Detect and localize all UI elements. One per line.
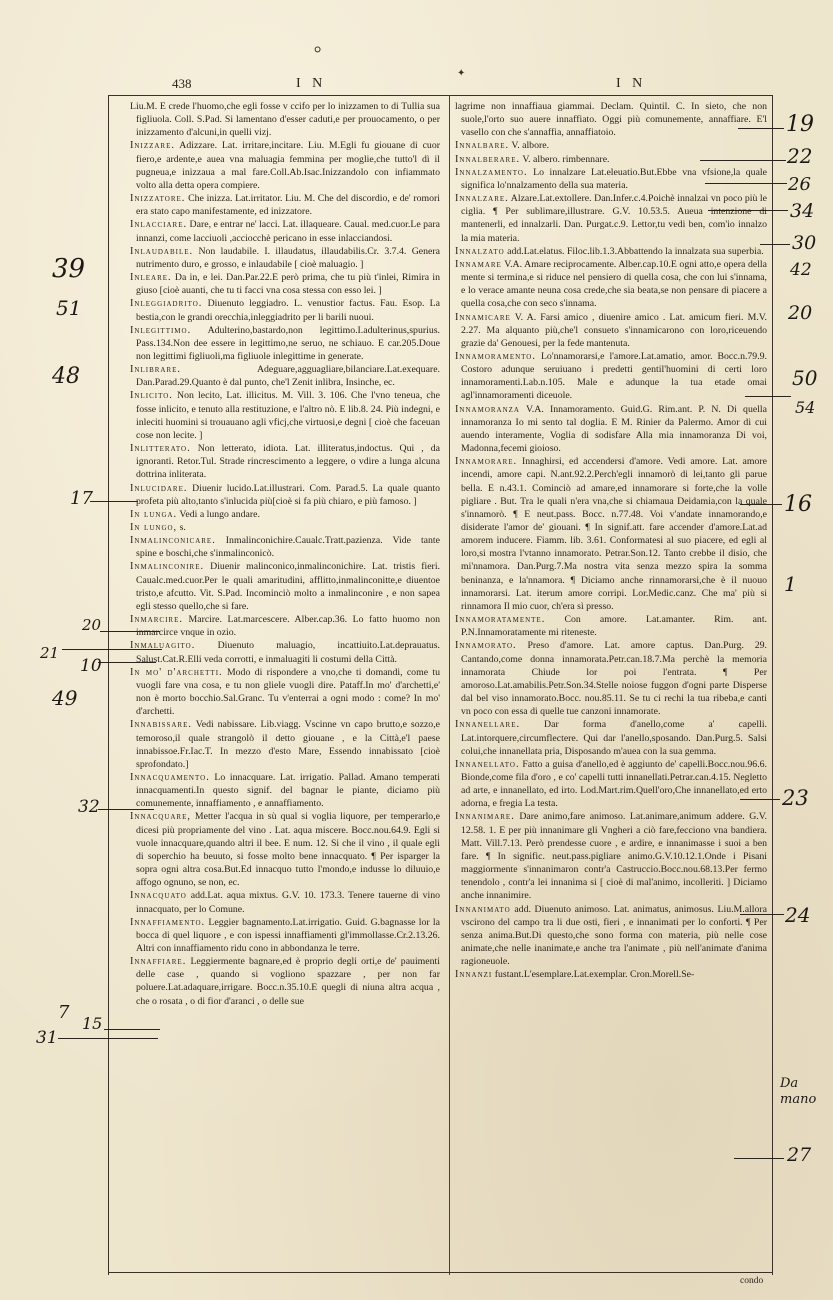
- dictionary-entry: [130, 916, 440, 955]
- entry-headword: Innacquamento.: [130, 771, 210, 783]
- dictionary-entry: [455, 100, 767, 139]
- entry-text: Marcire. Lat.marcescere. Alber.cap.36. Lo fatto huomo non inmarcirce vnque in ozio.: [136, 614, 440, 639]
- margin-note-right: 34: [790, 200, 815, 222]
- entry-headword: Inlucidare.: [130, 482, 188, 494]
- entry-text: Modo di rispondere a vno,che ti domandi, come tu vuogli fare vna cosa, e tu non gliele vuogli dire. Pataff.In mo' d'archetti,e' non è morto bocchio.Sal.Granc. Tu v'enterrai a ogni modo : come? In mo' d'archetti.: [136, 666, 440, 718]
- page-number: 438: [172, 76, 192, 91]
- entry-headword: Innaffiamento.: [130, 916, 206, 928]
- dictionary-entry: [130, 271, 440, 297]
- margin-note-left: 17: [70, 488, 93, 509]
- margin-pointer-line: [745, 396, 791, 397]
- entry-headword: Inmarcire.: [130, 614, 183, 626]
- entry-text: add.Lat. aqua mixtus. G.V. 10. 173.3. Tenere tauerne di vino innacquato, per lo Comune.: [136, 890, 440, 915]
- dictionary-entry: [130, 324, 440, 363]
- entry-text: Inmalinconichire.Caualc.Tratt.pazienza. Vide tante spine e boschi,che s'inmalinconicò.: [136, 535, 440, 560]
- entry-headword: Innalzato: [455, 245, 505, 257]
- margin-pointer-line: [740, 799, 780, 800]
- entry-headword: Innacquato: [130, 890, 187, 902]
- entry-headword: Innamicare: [455, 311, 511, 323]
- entry-text: add.Lat.elatus. Filoc.lib.1.3.Abbattendo la innalzata sua superbia.: [507, 245, 764, 257]
- entry-text: Diuenuto maluagio, incattiuito.Lat.deprauatus. Salust.Cat.R.Elli veda corrotti, e inmaluagiti li costumi della Città.: [136, 640, 440, 665]
- entry-text: Da in, e lei. Dan.Par.22.E però prima, che tu più t'inlei, Rimira in giuso [cioè auanti, che tu ti facci vna cosa stessa con esso lei. ]: [136, 272, 440, 297]
- dictionary-entry: [130, 666, 440, 719]
- margin-note-left: 32: [78, 797, 100, 817]
- dictionary-entry: [130, 560, 440, 613]
- margin-note-right: 30: [792, 232, 817, 254]
- dictionary-entry: [130, 613, 440, 639]
- dictionary-entry: [130, 482, 440, 508]
- entry-text: Metter l'acqua in sù qual si voglia liquore, per temperarlo,e dicesi più propriamente del vino . Lat. aqua miscere. Bocc.nou.64.9. Egli si vuole innacquare,quando altri il bee. E num. 12. Si che il vino , il quale egli di soperchio ha beuuto, si fosse molto bene innacquato. ¶ Per isparger la sopra ogni altra cosa.But.Ed innacquo tutto l'mondo,e indusse lo diluuio,e affogo ognuno, se non, ec.: [136, 811, 440, 889]
- margin-note-left: 31: [36, 1028, 58, 1048]
- entry-text: Non lecito, Lat. illicitus. M. Vill. 3. 106. Che l'vno teneua, che fosse inlicito, e tenuto alla restituzione, e l'altro nò. E lib.8. 24. Più indegni, e inleciti huomini si trouauano agli vficj,che virtuosi,e degni [ cioè che faceuan cose non lecite. ]: [136, 390, 440, 441]
- margin-note-right: 26: [788, 174, 811, 195]
- entry-text: Vedi a lungo andare.: [179, 508, 260, 520]
- entry-headword: Innamare: [455, 258, 502, 270]
- entry-headword: Innamoratamente.: [455, 614, 546, 626]
- entry-headword: Innanimare.: [455, 811, 515, 823]
- entry-text: Adizzare. Lat. irritare,incitare. Liu. M.Egli fu giouane di cuor fiero,e ardente,e auea vna maluagia femmina per moglie,che tutto'l dì il pugneua,e inizzaua a mal fare.Coll.Ab.Isac.Inizzandolo con infiammato volto alla detta opera compiere.: [136, 140, 440, 191]
- dictionary-entry: [130, 889, 440, 915]
- entry-text: Diuenuto leggiadro. L. venustior factus. Fau. Esop. La bestia,con le grandi orecchia,inleggiadrito per li barili nuoui.: [136, 298, 440, 323]
- entry-text: Dare animo,fare animoso. Lat.animare,animum addere. G.V. 12.58. 1. E per più innanimare gli Vngheri a ciò fare,fecciono vna bandiera. Matt. Vill.7.13. Però prendesse cuore , e ardire, e innanimasse i suoi a ben fare. ¶ In signific. neut.pass.pigliare animo.G.V.10.12.1.Onde i Pisani maggiormente s'innanimaron contr'a Castruccio.Bocc.nou.68.13.Per fermo tenendolo , contr'a lei innanima si [ cioè di mal'animo, incolleriti. ] Diciamo anche innanimire.: [461, 811, 767, 902]
- entry-headword: In mo' d'archetti.: [130, 666, 223, 678]
- margin-note-left: 51: [56, 296, 82, 320]
- entry-text: Non laudabile. I. illaudatus, illaudabilis.Cr. 3.7.4. Genera nutrimento duro, e grosso, e inlaudabile [ cioè maluagio. ]: [136, 245, 440, 270]
- margin-pointer-line: [90, 501, 138, 502]
- margin-note-right: 24: [785, 903, 811, 927]
- right-column: [455, 100, 767, 1268]
- dictionary-entry: [455, 903, 767, 969]
- left-frame-rule: [108, 95, 109, 1275]
- margin-pointer-line: [100, 631, 160, 632]
- entry-headword: In lunga.: [130, 508, 178, 520]
- entry-text: Vedi nabissare. Lib.viagg. Vscinne vn capo brutto,e sozzo,e temoroso,il quale strangolò il detto giouane , e la Città,e'l paese innabissoe.Fr.Iac.T. In mezzo d'esto Mare, Essendo innabissato [cioè sprofondato.]: [136, 719, 440, 770]
- entry-headword: Inizzatore.: [130, 193, 186, 205]
- entry-headword: Inlitterato.: [130, 443, 191, 455]
- dictionary-entry: [455, 613, 767, 639]
- entry-text: Con amore. Lat.amanter. Rim. ant. P.N.Innamoratamente mi riteneste.: [461, 614, 767, 639]
- dictionary-entry: [130, 245, 440, 271]
- entry-text: Fatto a guisa d'anello,ed è aggiunto de' capelli.Bocc.nou.96.6. Bionde,come fila d'oro , e co' capelli tutti innanellati.Petrar.can.4.15. Negletto ad arte, e innanellato, ed irto. Lod.Mart.rim.Quell'oro,Che innanellato,ed erto adorna, e fregia La testa.: [461, 758, 767, 810]
- dictionary-entry: [455, 166, 767, 192]
- margin-note-left: 48: [52, 364, 80, 389]
- entry-text: Preso d'amore. Lat. amore captus. Dan.Purg. 29. Cantando,come donna innamorata.Petr.can.18.7.Ma perchè la memoria innamorata Chiude lor poi l'entrata. ¶ Per amoroso.Lat.amabilis.Petr.Son.34.Stelle noiose fuggon d'ogni parte Disperse dal bel viso innamorato.Bocc. nou.85.11. Se tu ci rechi la tua ribeba,e canti vn poco con essa di quelle tue canzoni innamorate.: [461, 640, 767, 718]
- entry-text: Non letterato, idiota. Lat. illiteratus,indoctus. Qui , da ignoranti. Retor.Tul. Strade rincrescimento a leggere, o vdire a lunga alcuna dottrina inliterata.: [136, 443, 440, 481]
- entry-text: V.A. Amare reciprocamente. Alber.cap.10.E ogni atto,e opera della mente si termina,e si riduce nel pensiero di quella cosa, che con lui s'innama, e lo verace amante neuna cosa crede,che sia beata,se non pensare di piacere a quella cosa,che con seco s'innama.: [461, 258, 767, 310]
- dictionary-entry: [455, 455, 767, 613]
- dictionary-entry: [130, 363, 440, 389]
- entry-text: Innaghirsi, ed accendersi d'amore. Vedi amore. Lat. amore incendi, amore capi. N.ant.92.2.Perch'egli innamorò di lei,tanto gli parue bella. E n.43.1. Cominciò ad amare,ed innamorare si forte,che la volle pigliare . But. Tra le quali n'era vna,che si chiamaua Deidamia,con la quale s'innamorò. ¶ E neut.pass. Bocc. n.77.48. Voi v'andate innamorando,e disiderate l'amor de' giouani. ¶ In signif.att. fare accender d'amore.Lat.ad amorem inducere. Fiamm. lib. 3.61. Conformatesi al suo piacere, ed egli al loro,si mostra l'vtanno innamorato. Petrar.Son.12. Tanto crebbe il disio, che mi'nnamora. Dan.Purg.7.Ma nostra vita senza mezzo spira la somma beninanza, e la'nnamora. ¶ Diciamo anche rinnamorarsi,che è il nuouo innamorarsi. Lat. iterum amore corripi. Lor.Medic.canz. Che ma' più si rinnamora Il mio cuor, ch'era sì presso.: [461, 456, 767, 612]
- entry-headword: Innalzamento.: [455, 166, 528, 178]
- dictionary-entry: [455, 968, 767, 981]
- margin-pointer-line: [740, 504, 782, 505]
- dictionary-entry: [130, 521, 440, 534]
- margin-note-left: 39: [52, 254, 86, 284]
- dictionary-entry: [130, 508, 440, 521]
- dictionary-entry: [455, 403, 767, 456]
- margin-note-right: 19: [786, 112, 814, 137]
- margin-pointer-line: [98, 809, 154, 810]
- entry-headword: Inmalinconicare.: [130, 535, 216, 547]
- margin-pointer-line: [700, 160, 786, 161]
- dictionary-entry: [130, 639, 440, 665]
- margin-note-right: 22: [787, 144, 813, 168]
- dictionary-entry: [455, 350, 767, 403]
- running-head-right: I N: [616, 76, 647, 91]
- dictionary-entry: [130, 139, 440, 192]
- margin-pointer-line: [708, 210, 788, 211]
- entry-text: Liu.M. E crede l'huomo,che egli fosse v ccifo per lo inizzamen to di Tullia sua figliuola. Coll. S.Pad. Si lamentano d'esser caduti,e per prouocamento, o per inizzamento d'alcuni,in quelli vizj.: [130, 101, 440, 139]
- margin-note-left: 10: [80, 656, 102, 676]
- dictionary-entry: [130, 955, 440, 1008]
- dictionary-entry: [455, 245, 767, 258]
- entry-text: fustant.L'esemplare.Lat.exemplar. Cron.Morell.Se-: [494, 969, 695, 981]
- margin-note-right: 50: [792, 366, 818, 390]
- margin-note-right: 23: [782, 786, 809, 810]
- running-header: [108, 76, 773, 96]
- dictionary-entry: [130, 297, 440, 323]
- margin-note-left: 15: [82, 1014, 103, 1033]
- dictionary-entry: [455, 639, 767, 718]
- entry-text: Alzare.Lat.extollere. Dan.Infer.c.4.Poichè innalzai vn poco più le ciglia. ¶ Per sublimare,illustrare. G.V. 10.53.5. Aueua intenzione di mantenerli, ed innalzarli. Dan. Purgat.c.9. Lettor,tu vedi ben, com'io innalzo la mia materia.: [461, 193, 767, 244]
- catchword: condo: [740, 1276, 764, 1286]
- top-rule: [108, 95, 773, 96]
- margin-note-left: 7: [58, 1002, 70, 1023]
- margin-note-right: 16: [784, 492, 812, 517]
- entry-headword: Innamorato.: [455, 640, 517, 652]
- margin-pointer-line: [104, 1029, 160, 1030]
- entry-headword: Inleare.: [130, 272, 172, 284]
- entry-text: Che inizza. Lat.irritator. Liu. M. Che del discordio, e de' romori era stato capo manifestamente, ed inizzatore.: [136, 193, 440, 218]
- dictionary-entry: [130, 218, 440, 244]
- margin-note-right: 1: [784, 572, 797, 596]
- entry-text: lagrime non innaffiaua giammai. Declam. Quintil. C. In sieto, che non suole,l'orto suo auere innaffiato. Oggi più comunemente, annaffiare. E'l vasello con che s'annaffia, annaffiatoio.: [455, 101, 767, 139]
- left-column: [130, 100, 440, 1268]
- margin-pointer-line: [740, 914, 784, 915]
- column-divider: [449, 95, 450, 1275]
- margin-note-left: 21: [40, 644, 60, 662]
- entry-text: Adeguare,agguagliare,bilanciare.Lat.exequare. Dan.Parad.29.Quanto è dal punto, che'l Zenit inlibra, Insinche, ec.: [136, 364, 440, 389]
- entry-headword: Inlegittimo.: [130, 324, 192, 336]
- entry-headword: Innanellato.: [455, 758, 520, 770]
- margin-pointer-line: [62, 649, 162, 650]
- entry-headword: Innamorare.: [455, 456, 518, 468]
- entry-text: V.A. Innamoramento. Guid.G. Rim.ant. P. N. Di quella innamoranza Io mi sento tal doglia. E M. Rinier da Palermo. Amor di cui auendo interamente, Voglia di sodisfare Alla mia innamoranza Di voi, Madonna,fecemi gioioso.: [461, 403, 767, 455]
- entry-headword: Inlicito.: [130, 390, 173, 402]
- entry-headword: Innamoramento.: [455, 350, 536, 362]
- entry-text: Diuenir malinconico,inmalinconichire. Lat. tristis fieri. Caualc.med.cuor.Per le quali amaritudini, afflitto,inmalinconitte,e diuentoe tristo,e afcutto. Vit. S.Pad. Incominciò molto a inmalinconire , e non sapea egli stesso quello,che si fare.: [136, 561, 440, 612]
- entry-headword: Innaffiare.: [130, 956, 187, 968]
- running-head-left: I N: [296, 76, 327, 91]
- entry-text: Lo innacquare. Lat. irrigatio. Pallad. Amano temperati innacquamenti.In questo signif. del bagnar le piante, diciamo più comunemente, innaffiamento , e annaffiamento.: [136, 771, 440, 810]
- entry-text: Lo innalzare Lat.eleuatio.But.Ebbe vna vfsione,la quale significa lo'nnalzamento della sua materia.: [461, 166, 767, 191]
- margin-note-left: 49: [52, 686, 78, 710]
- entry-headword: In lungo,: [130, 522, 178, 533]
- dictionary-entry: [130, 718, 440, 771]
- margin-note-right: 27: [787, 1144, 812, 1166]
- margin-note-right: Da mano: [780, 1076, 817, 1107]
- margin-note-right: 54: [795, 398, 816, 417]
- dictionary-entry: [130, 389, 440, 442]
- entry-headword: Inizzare.: [130, 140, 175, 152]
- bottom-rule: [108, 1272, 773, 1273]
- entry-headword: Innanellare.: [455, 719, 521, 731]
- dictionary-entry: [455, 758, 767, 811]
- entry-headword: Inmalinconire.: [130, 561, 205, 573]
- entry-headword: Innalbare.: [455, 140, 510, 152]
- entry-text: V. albero. rimbennare.: [522, 153, 610, 165]
- ink-speck: ✦: [457, 68, 466, 79]
- entry-text: V. A. Farsi amico , diuenire amico . Lat. amicum fieri. M.V. 2.27. Ma alquanto più,che'l consueto s'innamicarono con loro,riceuendo grazie da' Genouesi, per la fede mantenuta.: [461, 311, 767, 349]
- entry-headword: Inlacciare.: [130, 219, 188, 231]
- entry-headword: Innamoranza: [455, 403, 520, 415]
- margin-note-right: 42: [790, 260, 812, 280]
- entry-headword: Inmaluagito.: [130, 640, 196, 652]
- dictionary-entry: [455, 810, 767, 902]
- dictionary-entry: [130, 810, 440, 889]
- entry-text: add. Diuenuto animoso. Lat. animatus, animosus. Liu.M.allora vscirono del campo tra li due osti, fieri , e innanimati per lo conforti. ¶ Per senza anima.But.Di questo,che sono forma con materia, più nelle cose animate,che nelle inanimate,e anche tra l'animate , più nell'animate d'anima ragioneuole.: [461, 903, 767, 968]
- margin-note-left: 20: [82, 616, 102, 634]
- dictionary-entry: [455, 718, 767, 757]
- entry-headword: Inlaudabile.: [130, 245, 194, 257]
- dictionary-entry: [130, 100, 440, 139]
- entry-text: Diuenir lucido.Lat.illustrari. Com. Parad.5. La quale quanto profeta più alto,tanto s'inlucida più[cioè si fa più chiaro, e più famoso. ]: [136, 482, 440, 507]
- entry-headword: Innanimato: [455, 903, 511, 915]
- entry-text: Leggiermente bagnare,ed è proprio degli orti,e de' pauimenti delle case , quando si vogliono spazzare , per non far poluere.Lat.adaquare,irrigare. Bocc.n.35.10.E quegli di niuna altra acqua , che o rosata , o di fior d'aranci , o delle sue: [136, 956, 440, 1007]
- dictionary-entry: [455, 139, 767, 152]
- entry-headword: Innacquare,: [130, 811, 191, 823]
- entry-text: Dare, e entrar ne' lacci. Lat. illaqueare. Caual. med.cuor.Le para innanzi, come lacciuoli ,acciocchè pericano in esse inlacciandosi.: [136, 219, 440, 244]
- margin-note-right: 20: [788, 302, 813, 324]
- entry-text: Adulterino,bastardo,non legittimo.I.adulterinus,spurius. Pass.134.Non dee essere in legittimo,ne seruo, ne schiauo. E car.205.Doue non legittimi figliuoli,ma figliuole inlegittime in generate.: [136, 324, 440, 362]
- entry-text: Leggier bagnamento.Lat.irrigatio. Guid. G.bagnasse lor la bocca di quel liquore , e con ispessi innaffiamenti gl'immollasse.Cr.2.13.26. Altri con innaffiamento ridu cono in abbondanza le terre.: [136, 916, 440, 954]
- entry-headword: Inlibrare.: [130, 364, 182, 376]
- dictionary-entry: [130, 192, 440, 218]
- margin-pointer-line: [760, 244, 790, 245]
- entry-headword: Innabissare.: [130, 719, 192, 731]
- entry-headword: Innalzare.: [455, 193, 509, 205]
- ink-speck: ⸰: [313, 42, 323, 59]
- dictionary-entry: [130, 534, 440, 560]
- entry-text: s.: [179, 522, 186, 533]
- dictionary-entry: [455, 311, 767, 350]
- dictionary-entry: [130, 442, 440, 481]
- dictionary-entry: [130, 771, 440, 810]
- entry-headword: Innanzi: [455, 969, 493, 981]
- margin-pointer-line: [58, 1038, 158, 1039]
- margin-pointer-line: [98, 662, 156, 663]
- margin-pointer-line: [734, 1158, 784, 1159]
- dictionary-entry: [455, 192, 767, 245]
- margin-pointer-line: [738, 128, 784, 129]
- entry-text: V. albore.: [511, 140, 550, 152]
- margin-pointer-line: [705, 183, 787, 184]
- entry-text: Lo'nnamorarsi,e l'amore.Lat.amatio, amor. Bocc.n.79.9. Costoro adunque seruiuano i predetti gentil'huomini di certi loro innamoramenti.Lab.n.105. Male e adunque la tua etade omai agl'innamoramenti diceuole.: [461, 350, 767, 402]
- entry-headword: Innalberare.: [455, 153, 521, 165]
- right-frame-rule: [772, 95, 773, 1275]
- entry-text: Dar forma d'anello,come a' capelli. Lat.intorquere,circumflectere. Qui dar l'anello,sposando. Dan.Purg.5. Salsi colui,che innanellata pria, Disposando m'auea con la sua gemma.: [461, 719, 767, 757]
- dictionary-entry: [455, 258, 767, 311]
- entry-headword: Inleggiadrito.: [130, 298, 203, 310]
